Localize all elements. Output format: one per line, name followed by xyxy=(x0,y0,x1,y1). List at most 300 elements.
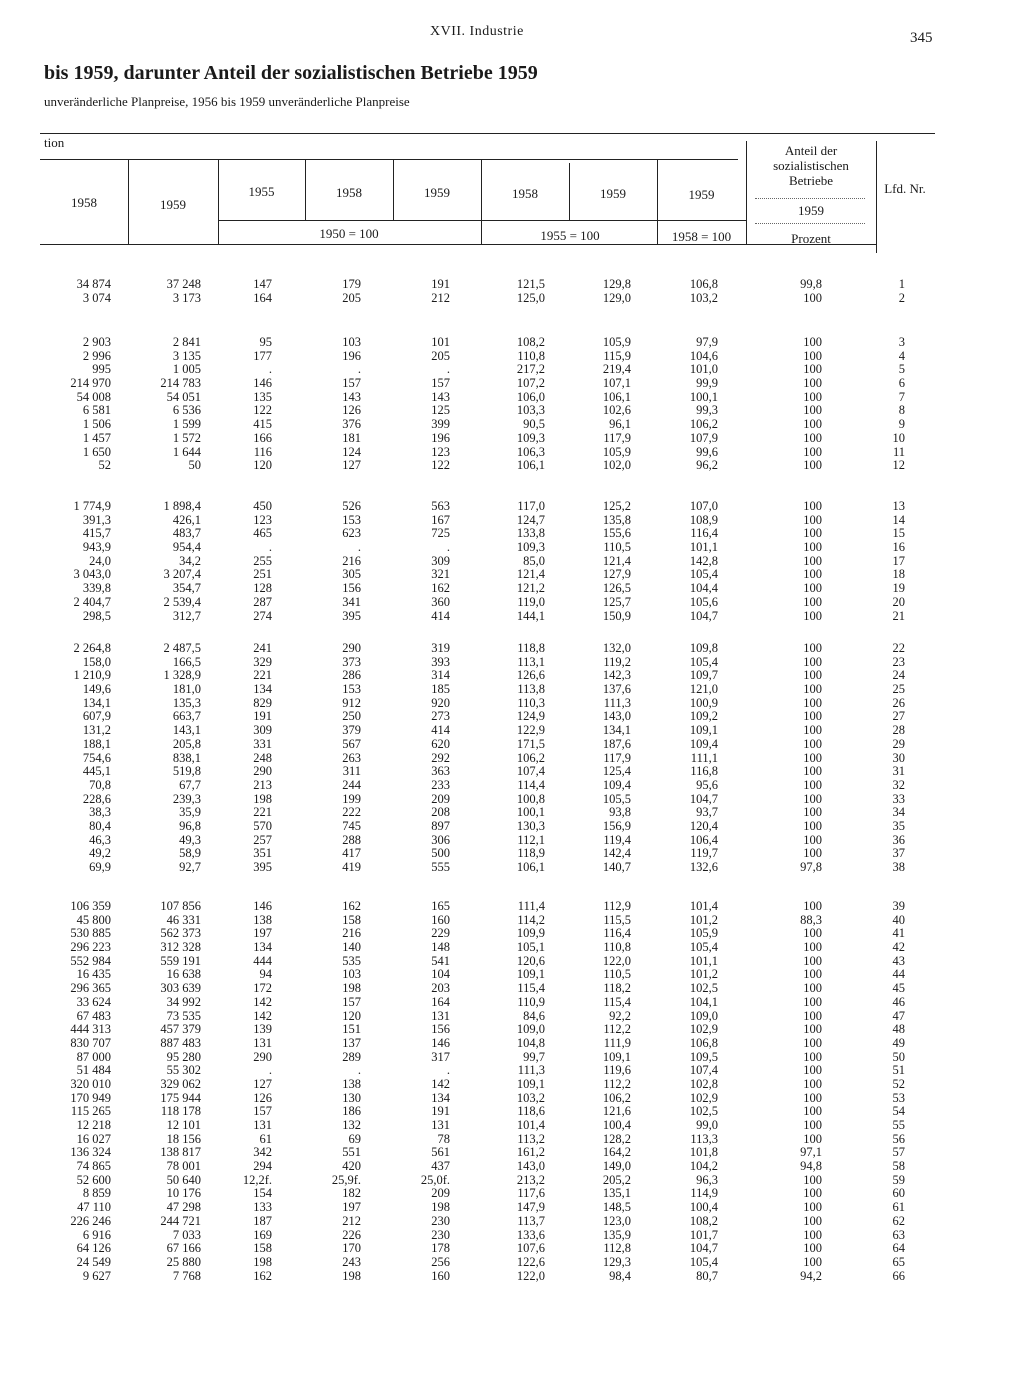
table-cell: 290 xyxy=(253,1049,272,1064)
table-cell: 12,2f. xyxy=(242,1172,272,1187)
table-cell: 288 xyxy=(342,832,361,847)
table-cell: 395 xyxy=(253,860,272,874)
table-cell: 100 xyxy=(803,1241,822,1256)
table-cell: 47 xyxy=(892,1008,905,1023)
table-cell: 113,7 xyxy=(517,1213,545,1228)
table-cell: 331 xyxy=(253,736,272,751)
table-cell: 100 xyxy=(803,723,822,738)
table-cell: 54 051 xyxy=(166,389,201,404)
table-cell: 146 xyxy=(253,899,272,913)
table-cell: 100 xyxy=(803,994,822,1009)
table-cell: 109,9 xyxy=(516,926,545,941)
table-cell: 121,5 xyxy=(516,277,545,291)
table-cell: 567 xyxy=(342,736,361,751)
table-cell: 96,8 xyxy=(179,818,201,833)
table-cell: 99,9 xyxy=(696,376,718,391)
table-cell: 1 644 xyxy=(172,444,201,459)
table-cell: 130,3 xyxy=(516,818,545,833)
table-cell: 104,7 xyxy=(689,1241,718,1256)
table-cell: 101,2 xyxy=(689,912,718,927)
header-base-1950: 1950 = 100 xyxy=(319,226,379,241)
table-cell: 100 xyxy=(803,403,822,418)
table-cell: 98,4 xyxy=(609,1268,631,1283)
table-cell: 158 xyxy=(342,912,361,927)
table-cell: 124,9 xyxy=(516,709,545,724)
table-cell: 217,2 xyxy=(516,362,545,377)
table-cell: 100 xyxy=(803,1118,822,1132)
table-cell: 100 xyxy=(803,540,822,555)
table-cell: 414 xyxy=(431,723,450,738)
table-cell: 3 135 xyxy=(172,348,201,363)
table-cell: 100 xyxy=(803,430,822,445)
table-cell: 256 xyxy=(431,1254,450,1269)
table-cell: 205 xyxy=(342,290,361,305)
table-cell: 10 176 xyxy=(166,1186,201,1201)
table-cell: 212 xyxy=(431,290,450,305)
table-cell: 31 xyxy=(892,764,905,779)
table-cell: 164 xyxy=(253,290,272,305)
table-cell: 34 992 xyxy=(166,994,201,1009)
table-cell: 157 xyxy=(253,1104,272,1119)
table-cell: 157 xyxy=(342,376,361,391)
table-cell: 104,7 xyxy=(689,791,718,806)
table-cell: 239,3 xyxy=(172,791,201,806)
table-cell: 213 xyxy=(253,777,272,792)
table-cell: 100 xyxy=(803,389,822,404)
table-cell: 109,4 xyxy=(602,777,631,792)
table-cell: 92,7 xyxy=(179,860,201,874)
table-cell: 39 xyxy=(892,899,905,913)
table-cell: 199 xyxy=(342,791,361,806)
table-cell: 209 xyxy=(431,1186,450,1201)
table-cell: 106,4 xyxy=(689,832,718,847)
table-cell: 40 xyxy=(892,912,905,927)
table-cell: 100 xyxy=(803,1213,822,1228)
header-base-1958: 1958 = 100 xyxy=(671,229,732,244)
table-cell: 191 xyxy=(253,709,272,724)
table-cell: 450 xyxy=(253,499,272,513)
table-cell: 150,9 xyxy=(602,608,631,623)
table-cell: 121,4 xyxy=(602,553,631,568)
table-cell: 61 xyxy=(259,1131,272,1146)
table-cell: 519,8 xyxy=(172,764,201,779)
table-cell: 100 xyxy=(803,1049,822,1064)
table-cell: 110,5 xyxy=(603,967,631,982)
table-cell: 287 xyxy=(253,594,272,609)
table-cell: 109,3 xyxy=(516,430,545,445)
table-cell: 109,1 xyxy=(516,1076,545,1091)
table-cell: 88,3 xyxy=(800,912,822,927)
table-cell: 142,8 xyxy=(689,553,718,568)
table-cell: 100,9 xyxy=(689,695,718,710)
table-cell: 100 xyxy=(803,1063,822,1078)
table-top-rule xyxy=(40,133,935,134)
table-cell: 311 xyxy=(342,764,361,779)
table-cell: 122 xyxy=(253,403,272,418)
table-cell: 28 xyxy=(892,723,905,738)
table-cell: 134,1 xyxy=(602,723,631,738)
table-cell: 298,5 xyxy=(82,608,111,623)
table-cell: 111,4 xyxy=(517,899,545,913)
header-index-1955: 1955 xyxy=(248,184,275,199)
table-cell: 243 xyxy=(342,1254,361,1269)
table-cell: 100 xyxy=(803,709,822,724)
table-cell: 445,1 xyxy=(82,764,111,779)
table-cell: 113,2 xyxy=(517,1131,545,1146)
table-cell: 107,1 xyxy=(602,376,631,391)
table-cell: 100 xyxy=(803,526,822,541)
table-cell: 273 xyxy=(431,709,450,724)
table-cell: 100 xyxy=(803,362,822,377)
table-cell: 134 xyxy=(253,682,272,697)
table-cell: 99,8 xyxy=(800,277,822,291)
table-cell: 341 xyxy=(342,594,361,609)
table-cell: 620 xyxy=(431,736,450,751)
table-cell: 105,6 xyxy=(689,594,718,609)
table-cell: 107,6 xyxy=(516,1241,545,1256)
table-cell: 943,9 xyxy=(82,540,111,555)
table-cell: 100 xyxy=(803,750,822,765)
header-prozent: Prozent xyxy=(791,231,831,246)
table-cell: 125,7 xyxy=(602,594,631,609)
col-divider xyxy=(876,141,877,253)
table-cell: 829 xyxy=(253,695,272,710)
table-cell: 162 xyxy=(253,1268,272,1283)
table-cell: 22 xyxy=(892,641,905,655)
table-cell: . xyxy=(446,1063,450,1078)
table-cell: 156 xyxy=(431,1022,450,1037)
table-cell: 110,3 xyxy=(517,695,545,710)
table-cell: 100 xyxy=(803,682,822,697)
table-cell: 171,5 xyxy=(516,736,545,751)
table-cell: 100,4 xyxy=(689,1200,718,1215)
table-cell: 100,1 xyxy=(689,389,718,404)
table-cell: 102,9 xyxy=(689,1090,718,1105)
table-cell: 417 xyxy=(342,846,361,861)
table-cell: 373 xyxy=(342,654,361,669)
table-cell: 1 xyxy=(898,277,905,291)
table-cell: 156,9 xyxy=(602,818,631,833)
table-cell: 156 xyxy=(342,581,361,596)
table-cell: 100 xyxy=(803,290,822,305)
table-cell: 96,1 xyxy=(609,417,631,432)
table-cell: 319 xyxy=(431,641,450,655)
table-cell: 64 126 xyxy=(76,1241,111,1256)
table-cell: 623 xyxy=(342,526,361,541)
col-divider xyxy=(481,159,482,244)
table-cell: 229 xyxy=(431,926,450,941)
table-cell: 143,1 xyxy=(172,723,201,738)
table-cell: 109,3 xyxy=(516,540,545,555)
table-cell: 100 xyxy=(803,953,822,968)
table-cell: 142 xyxy=(253,1008,272,1023)
table-cell: 530 885 xyxy=(70,926,111,941)
table-cell: 125,2 xyxy=(602,499,631,513)
table-cell: 43 xyxy=(892,953,905,968)
table-cell: 135,3 xyxy=(172,695,201,710)
table-cell: 93,8 xyxy=(609,805,631,820)
table-cell: 59 xyxy=(892,1172,905,1187)
table-cell: 131 xyxy=(431,1008,450,1023)
table-cell: 51 xyxy=(892,1063,905,1078)
table-cell: 178 xyxy=(431,1241,450,1256)
table-cell: 99,3 xyxy=(696,403,718,418)
table-cell: 3 074 xyxy=(82,290,111,305)
table-cell: 123 xyxy=(431,444,450,459)
table-cell: 20 xyxy=(892,594,905,609)
table-cell: 121,6 xyxy=(602,1104,631,1119)
table-cell: 12 xyxy=(892,458,905,473)
table-cell: 140 xyxy=(342,940,361,955)
table-cell: 102,8 xyxy=(689,1076,718,1091)
table-cell: 105,9 xyxy=(689,926,718,941)
table-cell: 12 218 xyxy=(76,1118,111,1132)
table-cell: 205 xyxy=(431,348,450,363)
table-cell: 321 xyxy=(431,567,450,582)
table-cell: 117,9 xyxy=(603,750,631,765)
table-cell: 116,4 xyxy=(690,526,718,541)
table-cell: 110,8 xyxy=(603,940,631,955)
table-cell: 115 265 xyxy=(70,1104,111,1119)
table-cell: 49,2 xyxy=(89,846,111,861)
table-cell: 134 xyxy=(431,1090,450,1105)
table-cell: 47 298 xyxy=(166,1200,201,1215)
table-cell: 58,9 xyxy=(179,846,201,861)
table-cell: 29 xyxy=(892,736,905,751)
table-cell: 2 xyxy=(898,290,905,305)
table-cell: 157 xyxy=(431,376,450,391)
table-cell: 500 xyxy=(431,846,450,861)
table-cell: 205,2 xyxy=(602,1172,631,1187)
table-cell: 100 xyxy=(803,736,822,751)
table-cell: 102,0 xyxy=(602,458,631,473)
column-lfd-nr xyxy=(0,278,905,305)
table-cell: 115,4 xyxy=(517,981,545,996)
table-cell: 107,0 xyxy=(689,499,718,513)
table-cell: 399 xyxy=(431,417,450,432)
page-title: bis 1959, darunter Anteil der sozialistischen Betriebe 1959 xyxy=(44,62,538,84)
table-cell: 17 xyxy=(892,553,905,568)
table-cell: 112,2 xyxy=(603,1022,631,1037)
table-cell: 50 xyxy=(188,458,201,473)
table-cell: 197 xyxy=(253,926,272,941)
table-cell: 160 xyxy=(431,912,450,927)
table-cell: 309 xyxy=(253,723,272,738)
table-cell: 165 xyxy=(431,899,450,913)
table-cell: 138 xyxy=(342,1076,361,1091)
table-cell: 127 xyxy=(253,1076,272,1091)
table-cell: 162 xyxy=(342,899,361,913)
table-cell: 164,2 xyxy=(602,1145,631,1160)
table-cell: 80,7 xyxy=(696,1268,718,1283)
table-cell: 112,8 xyxy=(603,1241,631,1256)
table-cell: 100 xyxy=(803,1227,822,1242)
table-cell: 179 xyxy=(342,277,361,291)
table-cell: 198 xyxy=(253,1254,272,1269)
table-cell: 391,3 xyxy=(82,512,111,527)
table-cell: 144,1 xyxy=(516,608,545,623)
table-cell: 745 xyxy=(342,818,361,833)
table-cell: 107,9 xyxy=(689,430,718,445)
table-cell: 419 xyxy=(342,860,361,874)
table-cell: 25 880 xyxy=(166,1254,201,1269)
table-cell: 96,3 xyxy=(696,1172,718,1187)
table-cell: 106,0 xyxy=(516,389,545,404)
table-cell: 100 xyxy=(803,417,822,432)
table-cell: 607,9 xyxy=(82,709,111,724)
table-cell: 101,0 xyxy=(689,362,718,377)
table-cell: 444 313 xyxy=(70,1022,111,1037)
table-cell: 100 xyxy=(803,846,822,861)
table-cell: 320 010 xyxy=(70,1076,111,1091)
table-cell: 663,7 xyxy=(172,709,201,724)
table-cell: 133,6 xyxy=(516,1227,545,1242)
table-cell: 106,1 xyxy=(602,389,631,404)
table-cell: 5 xyxy=(898,362,905,377)
table-cell: 100 xyxy=(803,777,822,792)
table-cell: 127,9 xyxy=(602,567,631,582)
table-cell: 93,7 xyxy=(696,805,718,820)
table-cell: 153 xyxy=(342,682,361,697)
table-cell: 100 xyxy=(803,376,822,391)
table-cell: 109,5 xyxy=(689,1049,718,1064)
table-cell: 559 191 xyxy=(160,953,201,968)
table-cell: 100 xyxy=(803,1186,822,1201)
table-cell: 33 xyxy=(892,791,905,806)
table-cell: 58 xyxy=(892,1159,905,1174)
table-cell: 100 xyxy=(803,1076,822,1091)
table-cell: 49 xyxy=(892,1035,905,1050)
table-cell: 60 xyxy=(892,1186,905,1201)
table-cell: 67,7 xyxy=(179,777,201,792)
table-cell: 128 xyxy=(253,581,272,596)
table-cell: . xyxy=(268,1063,272,1078)
table-cell: 754,6 xyxy=(82,750,111,765)
table-cell: 100 xyxy=(803,899,822,913)
table-cell: 196 xyxy=(342,348,361,363)
table-cell: 123 xyxy=(253,512,272,527)
table-cell: 329 xyxy=(253,654,272,669)
table-cell: . xyxy=(446,540,450,555)
table-cell: 100 xyxy=(803,668,822,683)
table-cell: 6 916 xyxy=(82,1227,111,1242)
table-cell: 465 xyxy=(253,526,272,541)
table-cell: . xyxy=(268,362,272,377)
table-cell: 426,1 xyxy=(172,512,201,527)
table-cell: 42 xyxy=(892,940,905,955)
table-cell: 35 xyxy=(892,818,905,833)
table-cell: 100 xyxy=(803,1104,822,1119)
table-cell: 96,2 xyxy=(696,458,718,473)
table-cell: 100 xyxy=(803,1035,822,1050)
table-cell: 116,4 xyxy=(603,926,631,941)
table-cell: 99,6 xyxy=(696,444,718,459)
table-cell: 296 223 xyxy=(70,940,111,955)
table-cell: 101,4 xyxy=(689,899,718,913)
table-cell: 100 xyxy=(803,1008,822,1023)
table-cell: 7 768 xyxy=(172,1268,201,1283)
table-cell: 120 xyxy=(342,1008,361,1023)
table-cell: 48 xyxy=(892,1022,905,1037)
table-cell: 94,8 xyxy=(800,1159,822,1174)
table-cell: 114,4 xyxy=(517,777,545,792)
table-cell: 887 483 xyxy=(160,1035,201,1050)
table-cell: 555 xyxy=(431,860,450,874)
table-cell: 1 210,9 xyxy=(73,668,111,683)
table-cell: 995 xyxy=(92,362,111,377)
table-cell: 134,1 xyxy=(82,695,111,710)
table-cell: 109,0 xyxy=(516,1022,545,1037)
table-cell: 205,8 xyxy=(172,736,201,751)
table-cell: 95 xyxy=(259,335,272,349)
table-cell: 160 xyxy=(431,1268,450,1283)
table-cell: 143 xyxy=(342,389,361,404)
table-cell: 105,4 xyxy=(689,654,718,669)
table-cell: 34 xyxy=(892,805,905,820)
anteil-dotted-rule-2 xyxy=(755,223,865,224)
table-cell: 132 xyxy=(342,1118,361,1132)
table-cell: 35,9 xyxy=(179,805,201,820)
table-cell: 100 xyxy=(803,594,822,609)
table-cell: 50 640 xyxy=(166,1172,201,1187)
table-cell: 100 xyxy=(803,567,822,582)
table-cell: 154 xyxy=(253,1186,272,1201)
table-cell: 124,7 xyxy=(516,512,545,527)
table-cell: 45 xyxy=(892,981,905,996)
table-cell: 116 xyxy=(253,444,272,459)
table-cell: 103,2 xyxy=(689,290,718,305)
table-cell: 109,1 xyxy=(689,723,718,738)
table-cell: 100 xyxy=(803,926,822,941)
table-cell: 111,3 xyxy=(603,695,631,710)
table-cell: 208 xyxy=(431,805,450,820)
table-cell: 106,1 xyxy=(516,458,545,473)
table-cell: 216 xyxy=(342,926,361,941)
table-cell: 131 xyxy=(253,1035,272,1050)
table-cell: 317 xyxy=(431,1049,450,1064)
table-cell: 213,2 xyxy=(516,1172,545,1187)
table-cell: 138 817 xyxy=(160,1145,201,1160)
table-cell: 52 xyxy=(98,458,111,473)
table-cell: 51 484 xyxy=(76,1063,111,1078)
table-cell: 112,9 xyxy=(603,899,631,913)
table-cell: 104,7 xyxy=(689,608,718,623)
table-cell: 8 859 xyxy=(82,1186,111,1201)
table-cell: 526 xyxy=(342,499,361,513)
table-cell: 18 xyxy=(892,567,905,582)
table-cell: 101 xyxy=(431,335,450,349)
table-cell: 166,5 xyxy=(172,654,201,669)
table-cell: 897 xyxy=(431,818,450,833)
table-cell: 155,6 xyxy=(602,526,631,541)
table-cell: 132,0 xyxy=(602,641,631,655)
table-cell: 142 xyxy=(431,1076,450,1091)
table-cell: 112,2 xyxy=(603,1076,631,1091)
table-cell: 135,8 xyxy=(602,512,631,527)
table-cell: 124 xyxy=(342,444,361,459)
table-cell: 110,9 xyxy=(517,994,545,1009)
table-cell: 123,0 xyxy=(602,1213,631,1228)
table-cell: 100 xyxy=(803,818,822,833)
table-cell: 16 xyxy=(892,540,905,555)
table-cell: 115,5 xyxy=(603,912,631,927)
header-col-1958: 1958 xyxy=(71,195,97,210)
table-cell: 244 xyxy=(342,777,361,792)
table-cell: 121,0 xyxy=(689,682,718,697)
table-cell: 113,8 xyxy=(517,682,545,697)
table-cell: 1 572 xyxy=(172,430,201,445)
table-cell: 7 xyxy=(898,389,905,404)
